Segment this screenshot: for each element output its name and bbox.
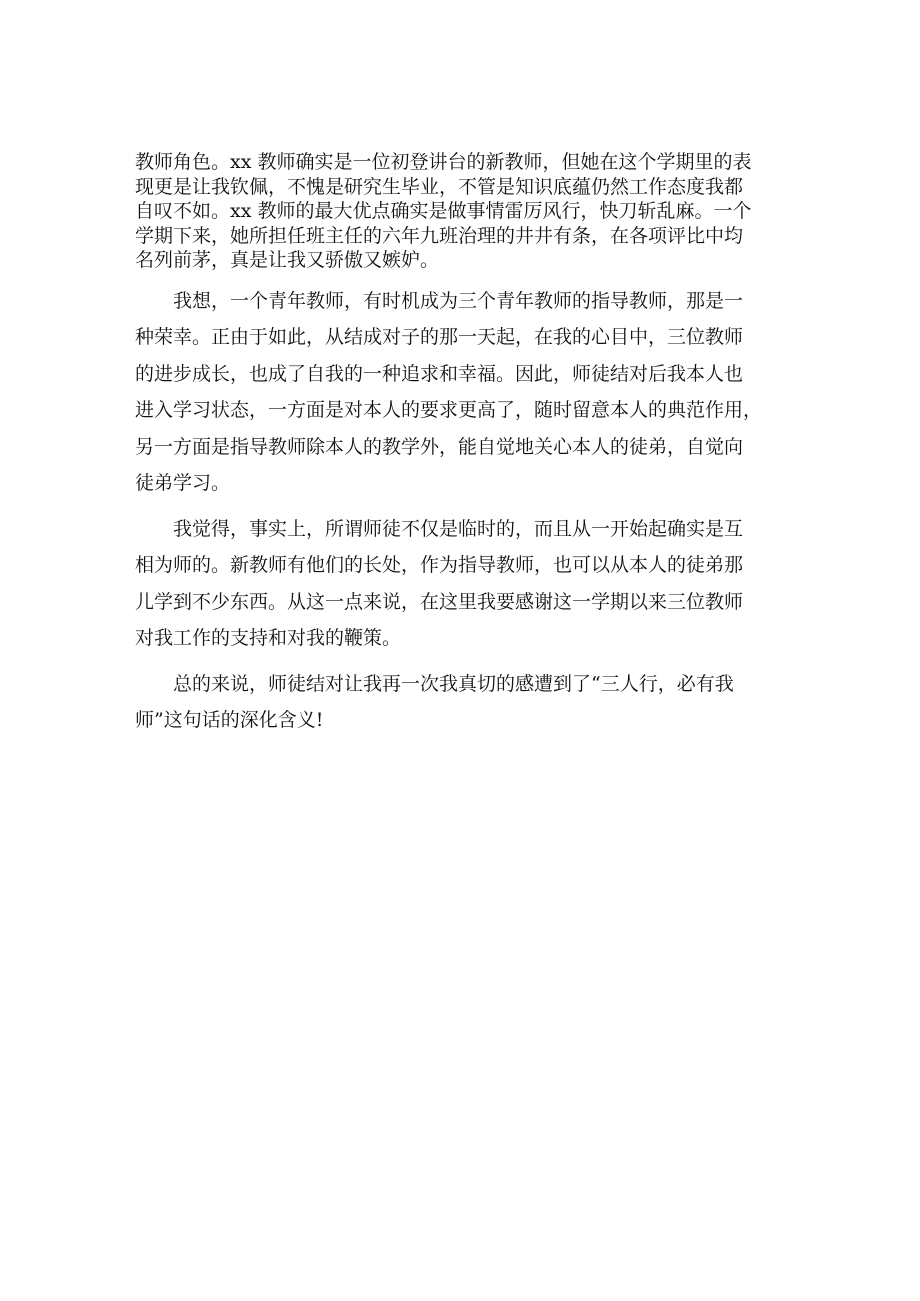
paragraph-line: 对我工作的支持和对我的鞭策。 xyxy=(135,627,402,650)
paragraph-line: 进入学习状态，一方面是对本人的要求更高了，随时留意本人的典范作用， xyxy=(135,399,763,422)
paragraph-line: 相为师的。新教师有他们的长处，作为指导教师，也可以从本人的徒弟那 xyxy=(135,554,744,577)
paragraph-line: 学期下来，她所担任班主任的六年九班治理的井井有条，在各项评比中均 xyxy=(135,224,744,247)
paragraph-1 xyxy=(135,150,807,273)
paragraph-line: 现更是让我钦佩，不愧是研究生毕业，不管是知识底蕴仍然工作态度我都 xyxy=(135,175,744,198)
paragraph-line: 自叹不如。xx 教师的最大优点确实是做事情雷厉风行，快刀斩乱麻。一个 xyxy=(135,200,752,223)
paragraph-line: 的进步成长，也成了自我的一种追求和幸福。因此，师徒结对后我本人也 xyxy=(135,362,744,385)
paragraph-2 xyxy=(135,283,807,502)
paragraph-line: 总的来说，师徒结对让我再一次我真切的感遭到了“三人行，必有我 xyxy=(135,672,734,695)
document-body xyxy=(135,150,807,739)
paragraph-line: 我觉得，事实上，所谓师徒不仅是临时的，而且从一开始起确实是互 xyxy=(135,517,744,540)
paragraph-line: 徒弟学习。 xyxy=(135,472,231,495)
paragraph-line: 师”这句话的深化含义! xyxy=(135,709,324,732)
paragraph-line: 另一方面是指导教师除本人的教学外，能自觉地关心本人的徒弟，自觉向 xyxy=(135,435,744,458)
paragraph-line: 种荣幸。正由于如此，从结成对子的那一天起，在我的心目中，三位教师 xyxy=(135,326,744,349)
paragraph-4 xyxy=(135,666,807,739)
paragraph-line: 名列前茅，真是让我又骄傲又嫉妒。 xyxy=(135,249,440,272)
paragraph-line: 我想，一个青年教师，有时机成为三个青年教师的指导教师，那是一 xyxy=(135,289,744,312)
paragraph-line: 教师角色。xx 教师确实是一位初登讲台的新教师，但她在这个学期里的表 xyxy=(135,151,752,173)
paragraph-3 xyxy=(135,511,807,657)
paragraph-line: 儿学到不少东西。从这一点来说，在这里我要感谢这一学期以来三位教师 xyxy=(135,590,744,613)
